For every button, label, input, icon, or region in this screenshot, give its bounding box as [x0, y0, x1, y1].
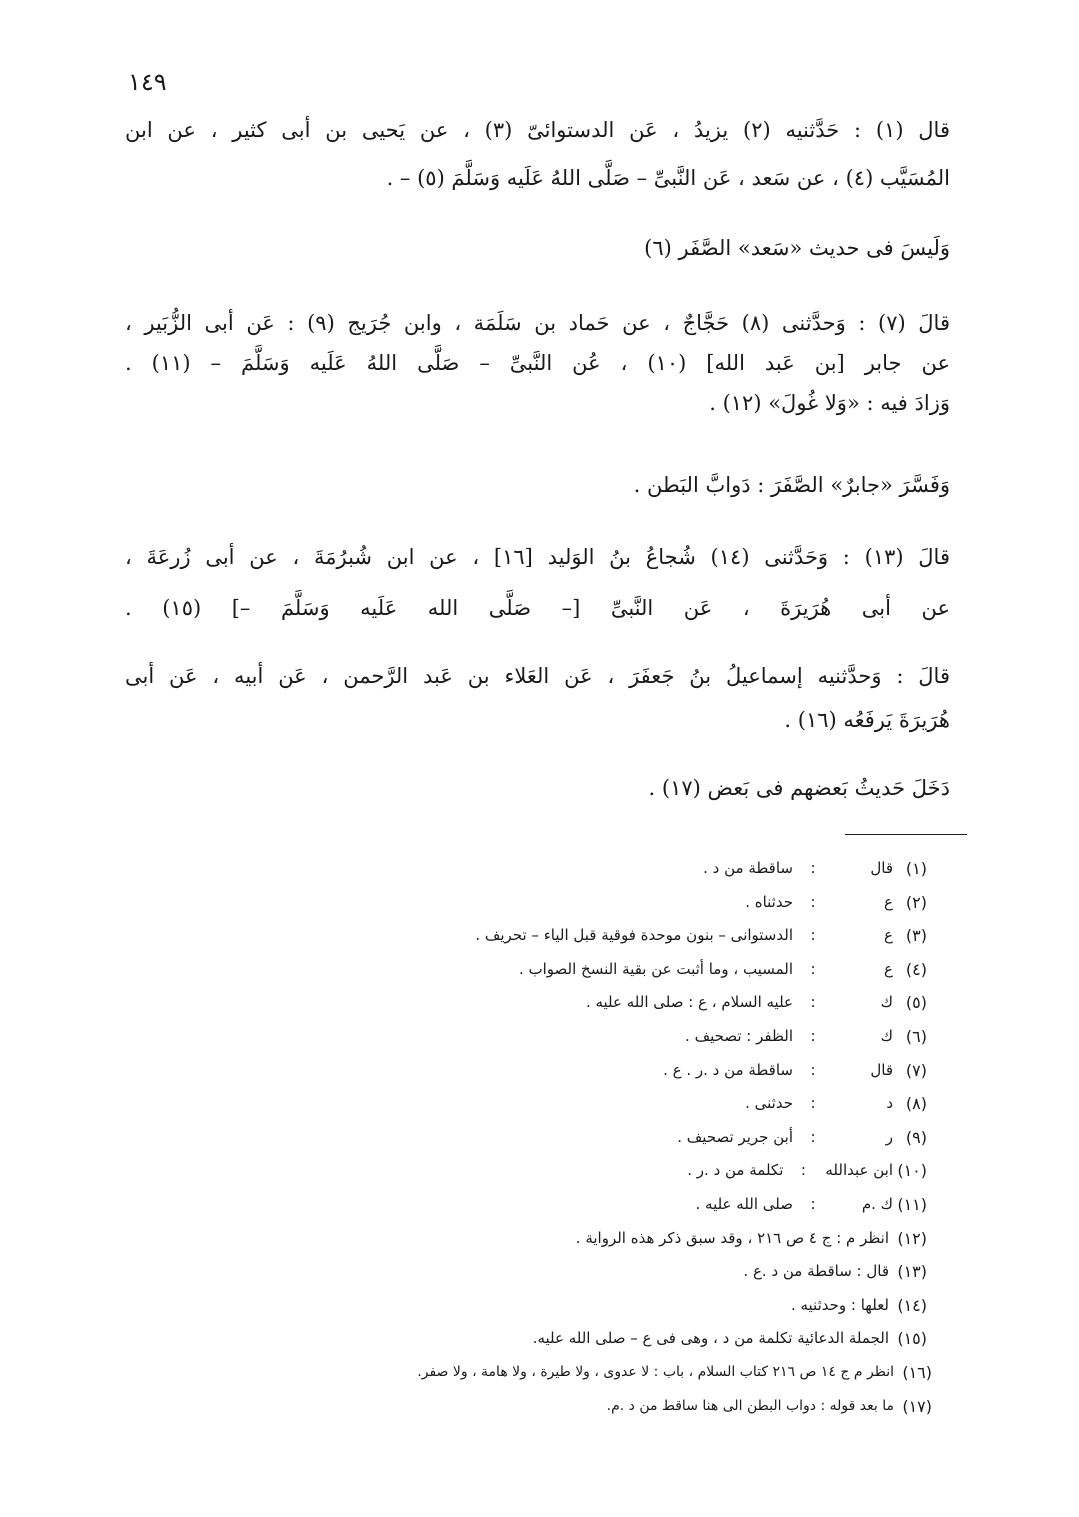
footnote-source: ع — [884, 959, 893, 978]
footnote — [576, 1222, 927, 1255]
footnote-number: (٥) — [905, 993, 927, 1013]
footnote-text: المسيب ، وما أثبت عن بقية النسخ الصواب . — [518, 959, 793, 978]
footnote — [417, 1356, 932, 1389]
footnote — [519, 953, 927, 986]
footnote — [743, 1255, 927, 1288]
footnote-number: (٤) — [905, 959, 927, 979]
footnote-text: صلى الله عليه . — [695, 1195, 793, 1213]
footnote — [677, 1121, 927, 1154]
text-line: دَخَلَ حَديثُ بَعضهم فى بَعض (١٧) . — [648, 776, 950, 800]
page-number: ١٤٩ — [128, 68, 167, 96]
footnote-text: أبن جرير تصحيف . — [677, 1127, 793, 1146]
footnote-number: (١٢) — [897, 1228, 927, 1248]
text-line: وَزادَ فيه : «وَلا غُولَ» (١٢) . — [709, 391, 950, 415]
footnote-source: د — [886, 1094, 893, 1113]
text-line: قالَ : وَحدَّثنيه إسماعيلُ بنُ جَعفَرَ ، عَن العَلاء بن عَبد الرَّحمن ، عَن أبيه ، عَن أبى — [125, 664, 950, 688]
footnote — [586, 986, 927, 1019]
footnote-divider — [845, 834, 967, 835]
footnote-colon: : — [810, 1027, 816, 1045]
footnote-text: ساقطة من د .ر . ع . — [663, 1060, 793, 1079]
text-line: عن أبى هُرَيرَةَ ، عَن النَّبىِّ [– صَلَّى الله عَلَيه وَسَلَّمَ –] (١٥) . — [125, 596, 950, 620]
footnote — [791, 1289, 927, 1322]
footnote-source: ع — [884, 926, 893, 945]
footnote-colon: : — [810, 959, 816, 978]
text-line: قالَ (٧) : وَحدَّثنى (٨) حَجَّاجٌ ، عن حَماد بن سَلَمَة ، وابن جُرَيج (٩) : عَن أبى الزُّبَير ، — [125, 311, 950, 335]
footnote-colon: : — [810, 892, 816, 911]
footnote-colon: : — [810, 993, 816, 1012]
footnote-number: (١١) — [897, 1195, 927, 1214]
footnote-number: (٨) — [905, 1094, 927, 1114]
footnote-source: قال — [870, 1060, 893, 1079]
footnote-colon: : — [810, 1127, 816, 1146]
footnote-text: تكلمة من د .ر . — [687, 1161, 784, 1180]
footnote — [687, 1154, 927, 1187]
footnote-colon: : — [810, 926, 816, 945]
footnote — [607, 1390, 932, 1423]
footnote-number: (٢) — [905, 892, 927, 912]
footnote-text: ما بعد قوله : دواب البطن الى هنا ساقط من د .م. — [606, 1397, 894, 1414]
footnote-number: (١٠) — [897, 1161, 927, 1181]
text-line: وَلَيسَ فى حديث «سَعد» الصَّفَر (٦) — [644, 236, 950, 260]
footnote-text: حدثنى . — [745, 1094, 793, 1113]
footnote-text: الجملة الدعائية تكلمة من د ، وهى فى ع – صلى الله عليه. — [532, 1329, 889, 1348]
footnote-number: (١٧) — [902, 1396, 932, 1416]
footnote-source: ع — [884, 892, 893, 911]
footnote-colon: : — [810, 859, 816, 877]
footnote-colon: : — [810, 1094, 816, 1113]
footnote — [685, 1020, 927, 1053]
main-text — [125, 0, 950, 820]
footnote-source: ك — [880, 1027, 893, 1045]
footnote-text: انظر م : ج ٤ ص ٢١٦ ، وقد سبق ذكر هذه الرواية . — [575, 1228, 889, 1247]
footnote-text: انظر م ج ١٤ ص ٢١٦ كتاب السلام ، باب : لا عدوى ، ولا طيرة ، ولا هامة ، ولا صفر. — [417, 1364, 894, 1380]
text-line: قالَ (١٣) : وَحَدَّثنى (١٤) شُجاعُ بنُ الوَليد [١٦] ، عن ابن شُبرُمَةَ ، عن أبى زُرعَةَ ، — [125, 545, 950, 569]
footnote-text: ساقطة من د . — [703, 859, 793, 877]
footnote — [533, 1322, 927, 1355]
text-line: هُرَيرَةَ يَرفَعُه (١٦) . — [784, 708, 950, 732]
footnote-source: ر — [885, 1127, 893, 1146]
footnote-number: (١٦) — [902, 1363, 932, 1382]
footnote-text: لعلها : وحدثنيه . — [790, 1295, 889, 1314]
footnote-colon: : — [800, 1161, 806, 1180]
footnote-source: ك .م — [861, 1195, 893, 1213]
footnote-colon: : — [810, 1195, 816, 1213]
footnote — [745, 886, 927, 919]
footnote — [745, 1087, 927, 1120]
footnote-source: ابن عبدالله — [825, 1161, 893, 1180]
footnote — [695, 1188, 927, 1221]
footnote-number: (٣) — [905, 926, 927, 946]
text-line: عن جابر [بن عَبد الله] (١٠) ، عُن النَّبىِّ – صَلَّى اللهُ عَلَيه وَسَلَّمَ – (١١) . — [125, 351, 950, 375]
footnote-text: الدستوانى – بنون موحدة فوقية قبل الياء – تحريف . — [475, 926, 793, 945]
footnote — [703, 852, 927, 885]
footnote-text: قال : ساقطة من د .ع . — [743, 1262, 889, 1281]
footnote-number: (١٣) — [897, 1262, 927, 1282]
footnote-number: (١٥) — [897, 1329, 927, 1349]
text-line: قال (١) : حَدَّثنيه (٢) يزيدُ ، عَن الدستوائىّ (٣) ، عن يَحيى بن أبى كثير ، عن ابن — [125, 118, 950, 142]
footnote-number: (٧) — [905, 1060, 927, 1080]
footnote-text: عليه السلام ، ع : صلى الله عليه . — [585, 993, 793, 1012]
footnote-number: (٩) — [905, 1127, 927, 1147]
footnote-source: قال — [870, 859, 893, 877]
footnote-number: (٦) — [905, 1027, 927, 1046]
footnote-text: حدثناه . — [745, 892, 793, 911]
text-line: وَفَسَّرَ «جابرٌ» الصَّفَرَ : دَوابَّ البَطن . — [633, 473, 950, 497]
footnote — [663, 1054, 927, 1087]
text-line: المُسَيَّب (٤) ، عن سَعد ، عَن النَّبىِّ – صَلَّى اللهُ عَلَيه وَسَلَّمَ (٥) – . — [386, 166, 950, 190]
footnote-number: (١٤) — [897, 1295, 927, 1315]
footnote-text: الظفر : تصحيف . — [685, 1027, 793, 1045]
footnote-source: ك — [880, 993, 893, 1012]
footnote — [475, 919, 927, 952]
footnote-number: (١) — [905, 859, 927, 878]
footnote-colon: : — [810, 1060, 816, 1079]
